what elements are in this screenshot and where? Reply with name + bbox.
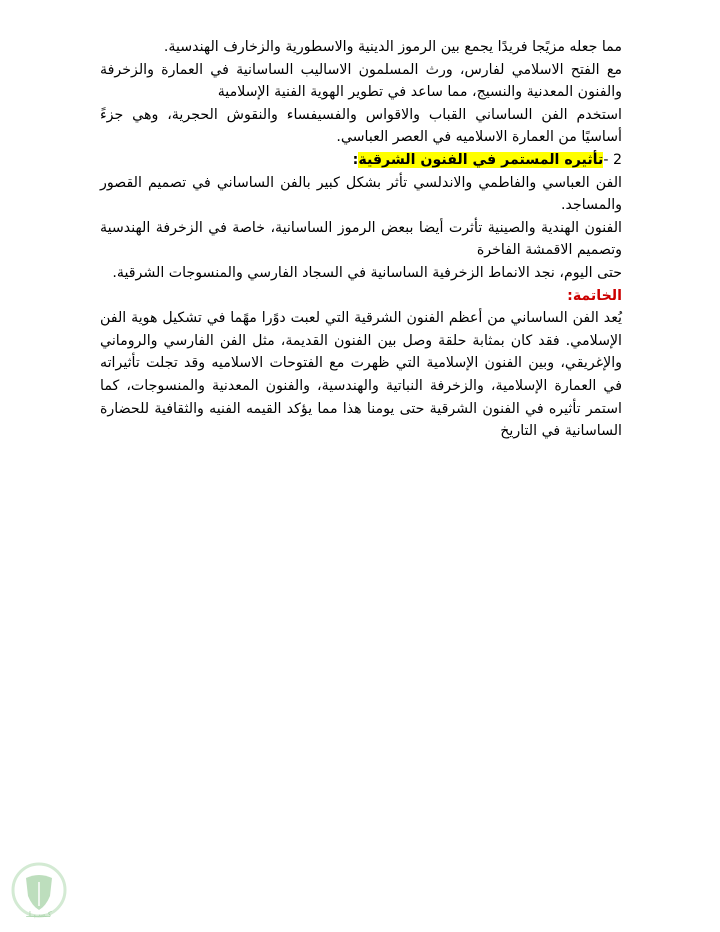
section-heading bbox=[100, 149, 622, 172]
paragraph: مما جعله مزيًجا فريدًا يجمع بين الرموز الدينية والاسطورية والزخارف الهندسية. bbox=[163, 39, 622, 55]
paragraph: الفنون الهندية والصينية تأثرت أيضا ببعض الرموز الساسانية، خاصة في الزخرفة الهندسية وتصميم الاقمشة الفاخرة bbox=[100, 219, 622, 259]
paragraph: يُعد الفن الساساني من أعظم الفنون الشرقية التي لعبت دوًرا مهًما في تشكيل هوية الفن الإسلامي. فقد كان بمثابة حلقة وصل بين الفنون القديمة، مثل الفن الفارسي والروماني والإغريقي، وبين الفنون الإسلامية التي ظهرت مع الفتوحات الاسلاميه وقد تجلت تأثيراته في العمارة الإسلامية، والزخرفة النباتية والهندسية، والفنون المعدنية والمنسوجات، كما استمر تأثيره في الفنون الشرقية حتى يومنا هذا مما يؤكد القيمه الفنيه والثقافية للحضارة الساسانية في التاريخ bbox=[100, 310, 622, 440]
heading-colon: : bbox=[352, 151, 359, 168]
document-body bbox=[100, 36, 622, 443]
watermark-logo bbox=[6, 860, 72, 926]
paragraph: الفن العباسي والفاطمي والاندلسي تأثر بشكل كبير بالفن الساساني في تصميم القصور والمساجد. bbox=[100, 174, 622, 214]
paragraph: استخدم الفن الساساني القباب والاقواس والفسيفساء والنقوش الحجرية، وهي جزءً أساسيًا من العمارة الاسلاميه في العصر العباسي. bbox=[100, 106, 622, 146]
watermark-text: كـسـبـلـ bbox=[26, 910, 52, 919]
paragraph: مع الفتح الاسلامي لفارس، ورث المسلمون الاساليب الساسانية في العمارة والزخرفة والفنون المعدنية والنسيج، مما ساعد في تطوير الهوية الفنية الإسلامية bbox=[100, 61, 622, 101]
paragraph: حتى اليوم، نجد الانماط الزخرفية الساسانية في السجاد الفارسي والمنسوجات الشرقية. bbox=[112, 264, 622, 281]
heading-text: تأثيره المستمر في الفنون الشرقية bbox=[358, 151, 604, 168]
conclusion-heading: الخاتمة: bbox=[567, 287, 622, 304]
heading-number: 2 - bbox=[603, 151, 622, 168]
